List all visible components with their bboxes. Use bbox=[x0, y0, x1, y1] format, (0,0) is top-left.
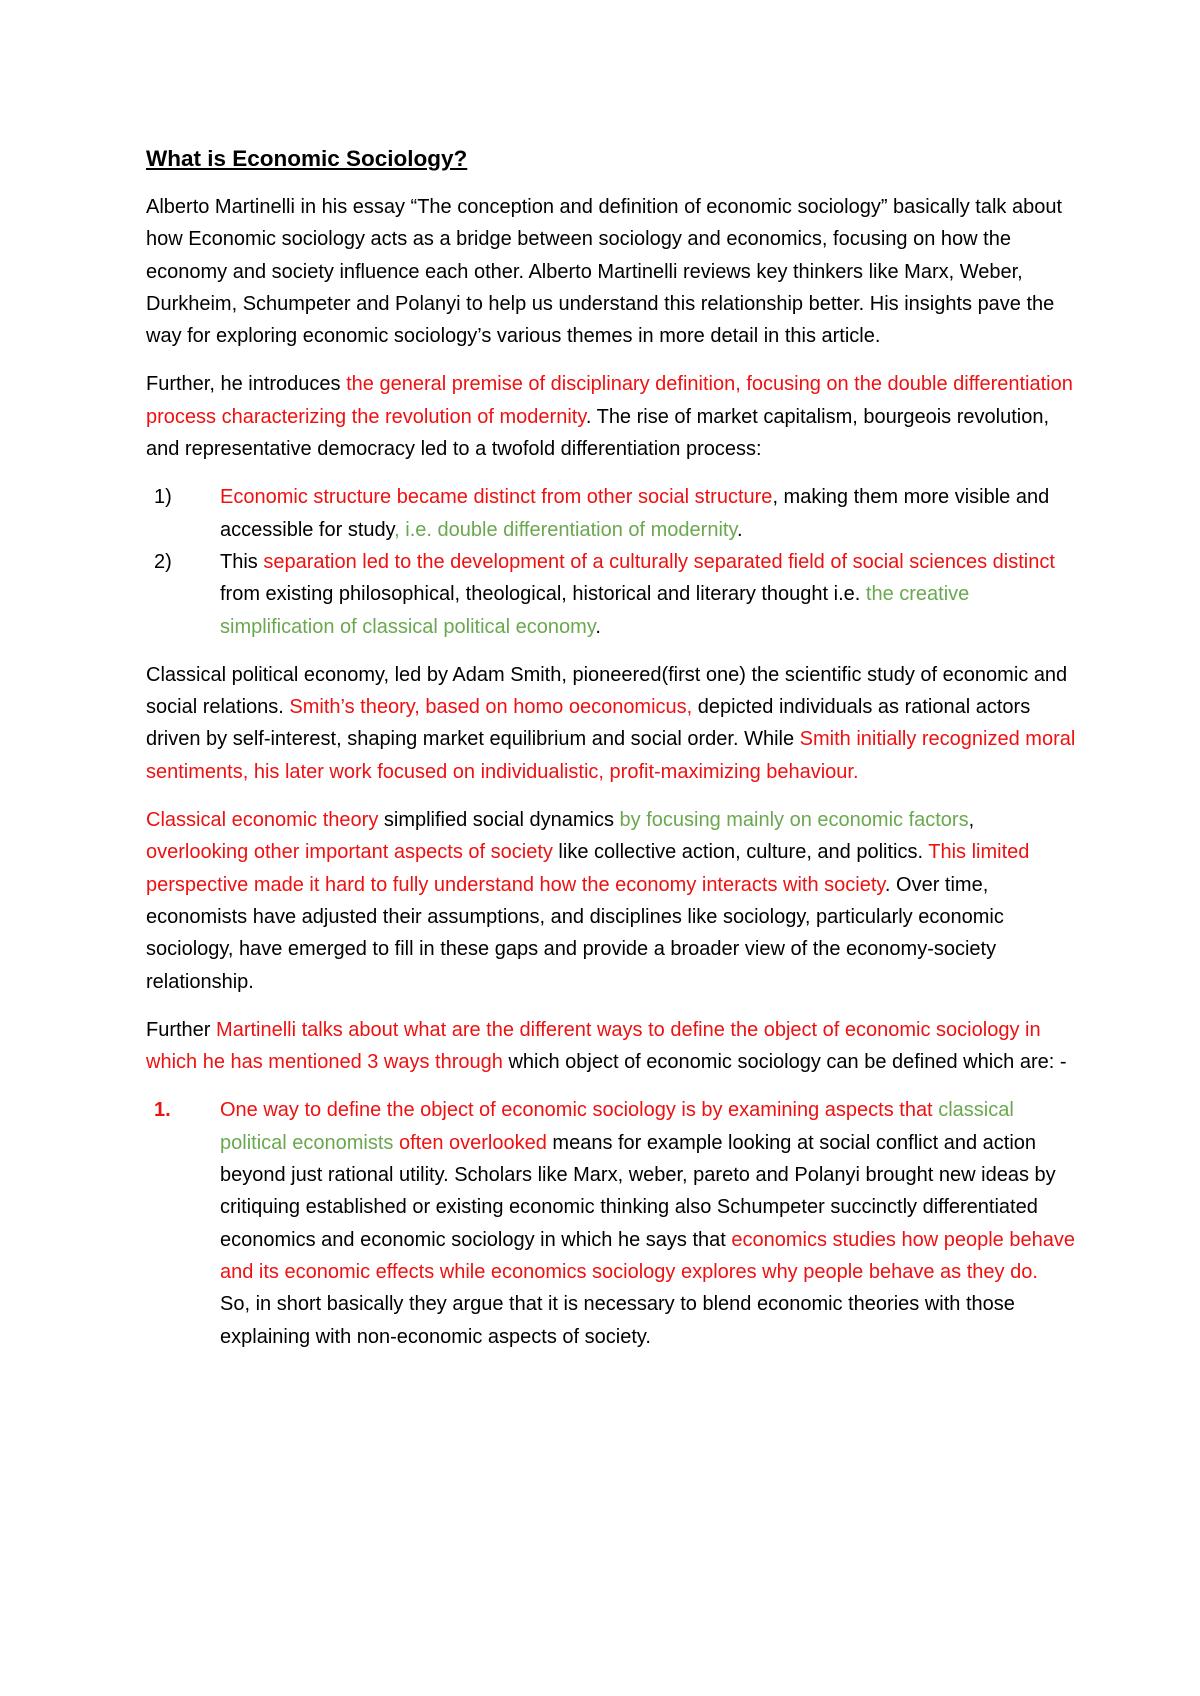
text-span: So, in short basically they argue that it is necessary to blend economic theories with those explaining with non-economic aspects of society. bbox=[220, 1293, 1015, 1348]
text-span: This bbox=[220, 550, 264, 573]
highlight-red: This limited perspective made it hard to fully understand how the economy interacts with society bbox=[146, 841, 1030, 896]
highlight-green: the creative simplification of classical political economy bbox=[220, 583, 970, 638]
highlight-red: economics studies how people behave and its economic effects while economics sociology explores why people behave as they do. bbox=[220, 1228, 1075, 1283]
paragraph-classical-theory bbox=[146, 804, 1080, 998]
ways-list bbox=[146, 1094, 1080, 1352]
list-number: 1) bbox=[154, 486, 172, 509]
text-span: simplified social dynamics bbox=[378, 809, 620, 832]
page-title: What is Economic Sociology? bbox=[146, 146, 468, 171]
text-span: means for example looking at social conflict and action beyond just rational utility. Scholars like Marx, weber, pareto and Polanyi brought new ideas by critiquing established or existing economic thinking also Schumpeter succinctly differentiated economics and economic sociology in which he says that bbox=[220, 1131, 1056, 1251]
list-number: 1. bbox=[154, 1099, 171, 1122]
text-span: Further bbox=[146, 1018, 217, 1041]
highlight-green: , i.e. double differentiation of modernity bbox=[394, 518, 737, 541]
paragraph-ways bbox=[146, 1014, 1080, 1079]
paragraph-intro: Alberto Martinelli in his essay “The conception and definition of economic sociology” basically talk about how Economic sociology acts as a bridge between sociology and economics, focusing on how the economy and society influence each other. Alberto Martinelli reviews key thinkers like Marx, Weber, Durkheim, Schumpeter and Polanyi to help us understand this relationship better. His insights pave the way for exploring economic sociology’s various themes in more detail in this article. bbox=[146, 196, 1063, 348]
text-span: . The rise of market capitalism, bourgeois revolution, and representative democracy led to a twofold differentiation process: bbox=[146, 405, 1050, 461]
differentiation-list bbox=[146, 481, 1080, 642]
paragraph-premise bbox=[146, 368, 1080, 465]
list-item bbox=[146, 481, 1080, 546]
list-item bbox=[146, 1094, 1080, 1352]
highlight-red: Martinelli talks about what are the different ways to define the object of economic sociology in which he has mentioned 3 ways through bbox=[146, 1018, 1041, 1074]
highlight-red: One way to define the object of economic sociology is by examining aspects that bbox=[220, 1099, 939, 1122]
highlight-red: separation led to the development of a culturally separated field of social sciences distinct bbox=[263, 550, 1055, 573]
text-span: , bbox=[968, 809, 975, 832]
text-span: Classical political economy, led by Adam Smith, pioneered(first one) the scientific study of economic and social relations. bbox=[146, 663, 1068, 719]
text-span: . bbox=[595, 615, 601, 638]
text-span: from existing philosophical, theological, historical and literary thought i.e. bbox=[220, 583, 866, 606]
paragraph-classical-economy bbox=[146, 659, 1080, 788]
highlight-red: the general premise of disciplinary definition, focusing on the double differentiation process characterizing the revolution of modernity bbox=[146, 373, 1073, 428]
text-span: Further, he introduces bbox=[146, 373, 347, 396]
text-span: . bbox=[736, 518, 743, 541]
highlight-red: often overlooked bbox=[393, 1131, 547, 1154]
text-span: like collective action, culture, and politics. bbox=[552, 841, 929, 864]
text-span: , making them more visible and accessible for study bbox=[220, 486, 1050, 541]
list-item bbox=[146, 546, 1080, 643]
highlight-red: overlooking other important aspects of society bbox=[146, 841, 553, 864]
highlight-green: by focusing mainly on economic factors bbox=[619, 809, 969, 832]
text-span: . Over time, economists have adjusted their assumptions, and disciplines like sociology, particularly economic sociology, have emerged to fill in these gaps and provide a broader view of the economy-society relationship. bbox=[146, 873, 1004, 993]
text-span: which object of economic sociology can be defined which are: - bbox=[502, 1051, 1067, 1074]
list-number: 2) bbox=[154, 550, 172, 573]
highlight-red: Smith initially recognized moral sentiments, his later work focused on individualistic, profit-maximizing behaviour. bbox=[146, 728, 1076, 783]
highlight-red: Economic structure became distinct from other social structure bbox=[220, 486, 773, 509]
text-span: depicted individuals as rational actors driven by self-interest, shaping market equilibrium and social order. While bbox=[146, 696, 1031, 751]
highlight-red: Classical economic theory bbox=[146, 809, 379, 832]
highlight-red: Smith’s theory, based on homo oeconomicus, bbox=[289, 696, 693, 719]
highlight-green: classical political economists bbox=[220, 1099, 1014, 1154]
